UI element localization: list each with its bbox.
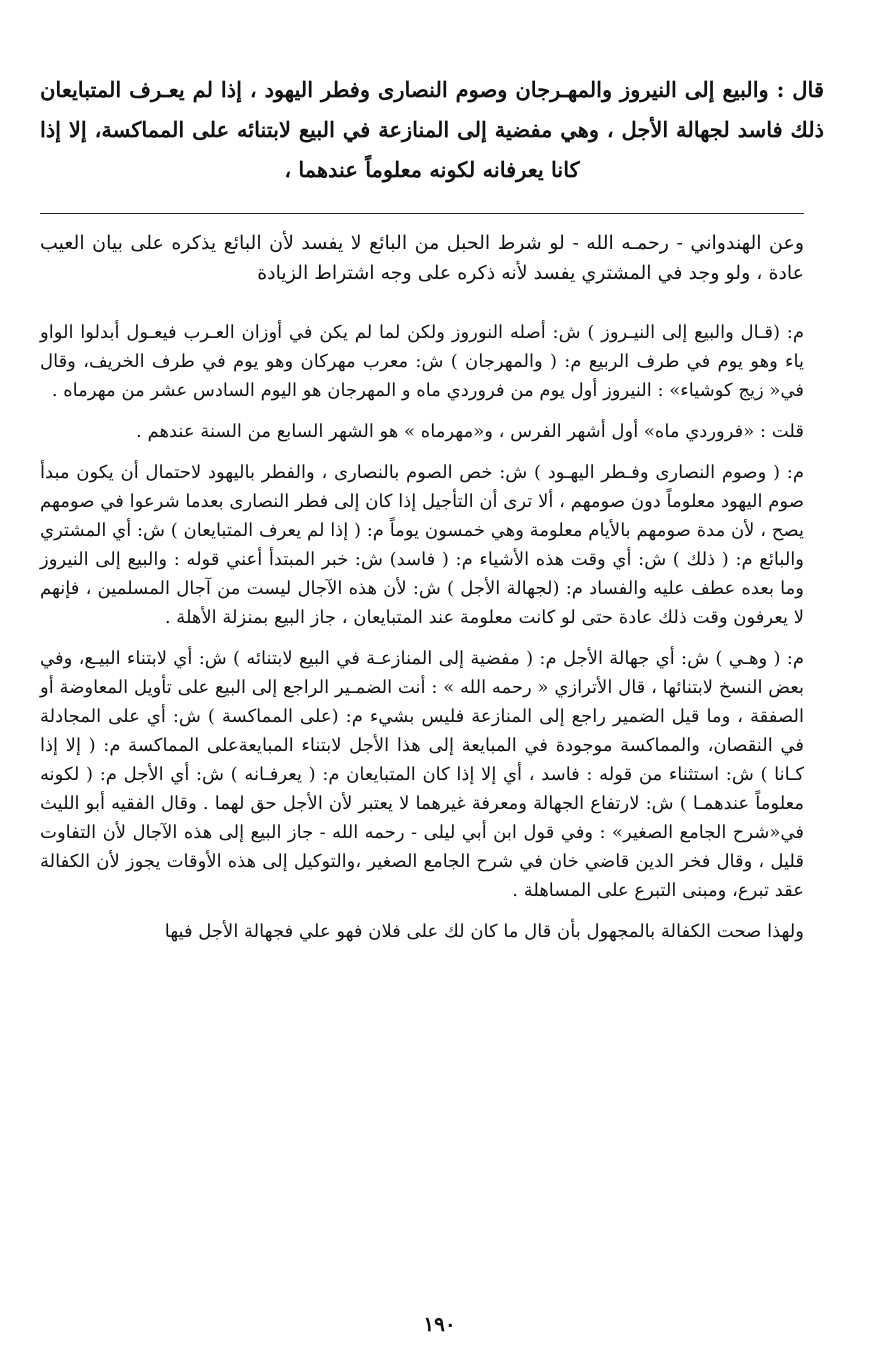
section-divider [40, 213, 804, 214]
commentary-paragraph: قلت : «فروردي ماه» أول أشهر الفرس ، و«مهرماه » هو الشهر السابع من السنة عندهم . [136, 421, 804, 442]
commentary-body [40, 318, 804, 958]
footnote-text: وعن الهندواني - رحمـه الله - لو شرط الحبل من البائع لا يفسد لأن البائع يذكره على بيان العيب عادة ، ولو وجد في المشتري يفسد لأنه ذكره على وجه اشتراط الزيادة [40, 232, 804, 284]
commentary-paragraph: م: ( وصوم النصارى وفـطر اليهـود ) ش: خص الصوم بالنصارى ، والفطر باليهود لاحتمال أن يكون مبدأ صوم اليهود معلوماً دون صومهم ، ألا ترى أن التأجيل إذا كان إلى فطر النصارى بعدما شرعوا في صومهم يصح ، لأن مدة صومهم بالأيام معلومة وهي خمسون يوماً م: ( إذا لم يعرف المتبايعان ) ش: أي المشتري والبائع م: ( ذلك ) ش: أي وقت هذه الأشياء م: ( فاسد) ش: خبر المبتدأ أعني قوله : والبيع إلى النيروز وما بعده عطف عليه والفساد م: (لجهالة الأجل ) ش: لأن هذه الآجال ليست من آجال المسلمين ، فإنهم لا يعرفون وقت ذلك عادة حتى لو كانت معلومة عند المتبايعان ، جاز البيع بمنزلة الأهلة . [40, 462, 805, 628]
main-text-block: قال : والبيع إلى النيروز والمهـرجان وصوم النصارى وفطر اليهود ، إذا لم يعـرف المتبايعان ذلك فاسد لجهالة الأجل ، وهي مفضية إلى المنازعة في البيع لابتنائه على المماكسة، إلا إذا كانا يعرفانه لكونه معلوماً عندهما ، [40, 77, 824, 182]
commentary-paragraph: م: (قـال والبيع إلى النيـروز ) ش: أصله النوروز ولكن لما لم يكن في أوزان العـرب فيعـول أبدلوا الواو ياء وهو يوم في طرف الربيع م: ( والمهرجان ) ش: معرب مهركان وهو يوم في طرف الخريف، وقال في« زيج كوشياء» : النيروز أول يوم من فروردي ماه و المهرجان هو اليوم السادس عشر من مهرماه . [40, 322, 805, 401]
commentary-paragraph: م: ( وهـي ) ش: أي جهالة الأجل م: ( مفضية إلى المنازعـة في البيع لابتنائه ) ش: أي لابتناء البيـع، وفي بعض النسخ لابتنائها ، قال الأترازي « رحمه الله » : أنت الضمـير الراجع إلى البيع على تأويل المعاوضة أو الصفقة ، وما قيل الضمير راجع إلى المنازعة فليس بشيء م: (على المماكسة ) ش: أي على المجادلة في النقصان، والمماكسة موجودة في المبايعة إلى هذا الأجل لابتناء المبايعةعلى المماكسة م: ( إلا إذا كـانا ) ش: استثناء من قوله : فاسد ، أي إلا إذا كان المتبايعان م: ( يعرفـانه ) ش: أي الأجل م: ( لكونه معلوماً عندهمـا ) ش: لارتفاع الجهالة ومعرفة غيرهما لا يعتبر لأن الأجل حق لهما . وقال الفقيه أبو الليث في«شرح الجامع الصغير» : وفي قول ابن أبي ليلى - رحمه الله - جاز البيع إلى هذه الآجال لأن التفاوت قليل ، وقال فخر الدين قاضي خان في شرح الجامع الصغير ،والتوكيل إلى هذه الأوقات يجوز لأن الكفالة عقد تبرع، ومبنى التبرع على المساهلة . [40, 648, 804, 901]
page-number: ١٩٠ [423, 1312, 456, 1336]
commentary-paragraph: ولهذا صحت الكفالة بالمجهول بأن قال ما كان لك على فلان فهو علي فجهالة الأجل فيها [164, 921, 804, 942]
